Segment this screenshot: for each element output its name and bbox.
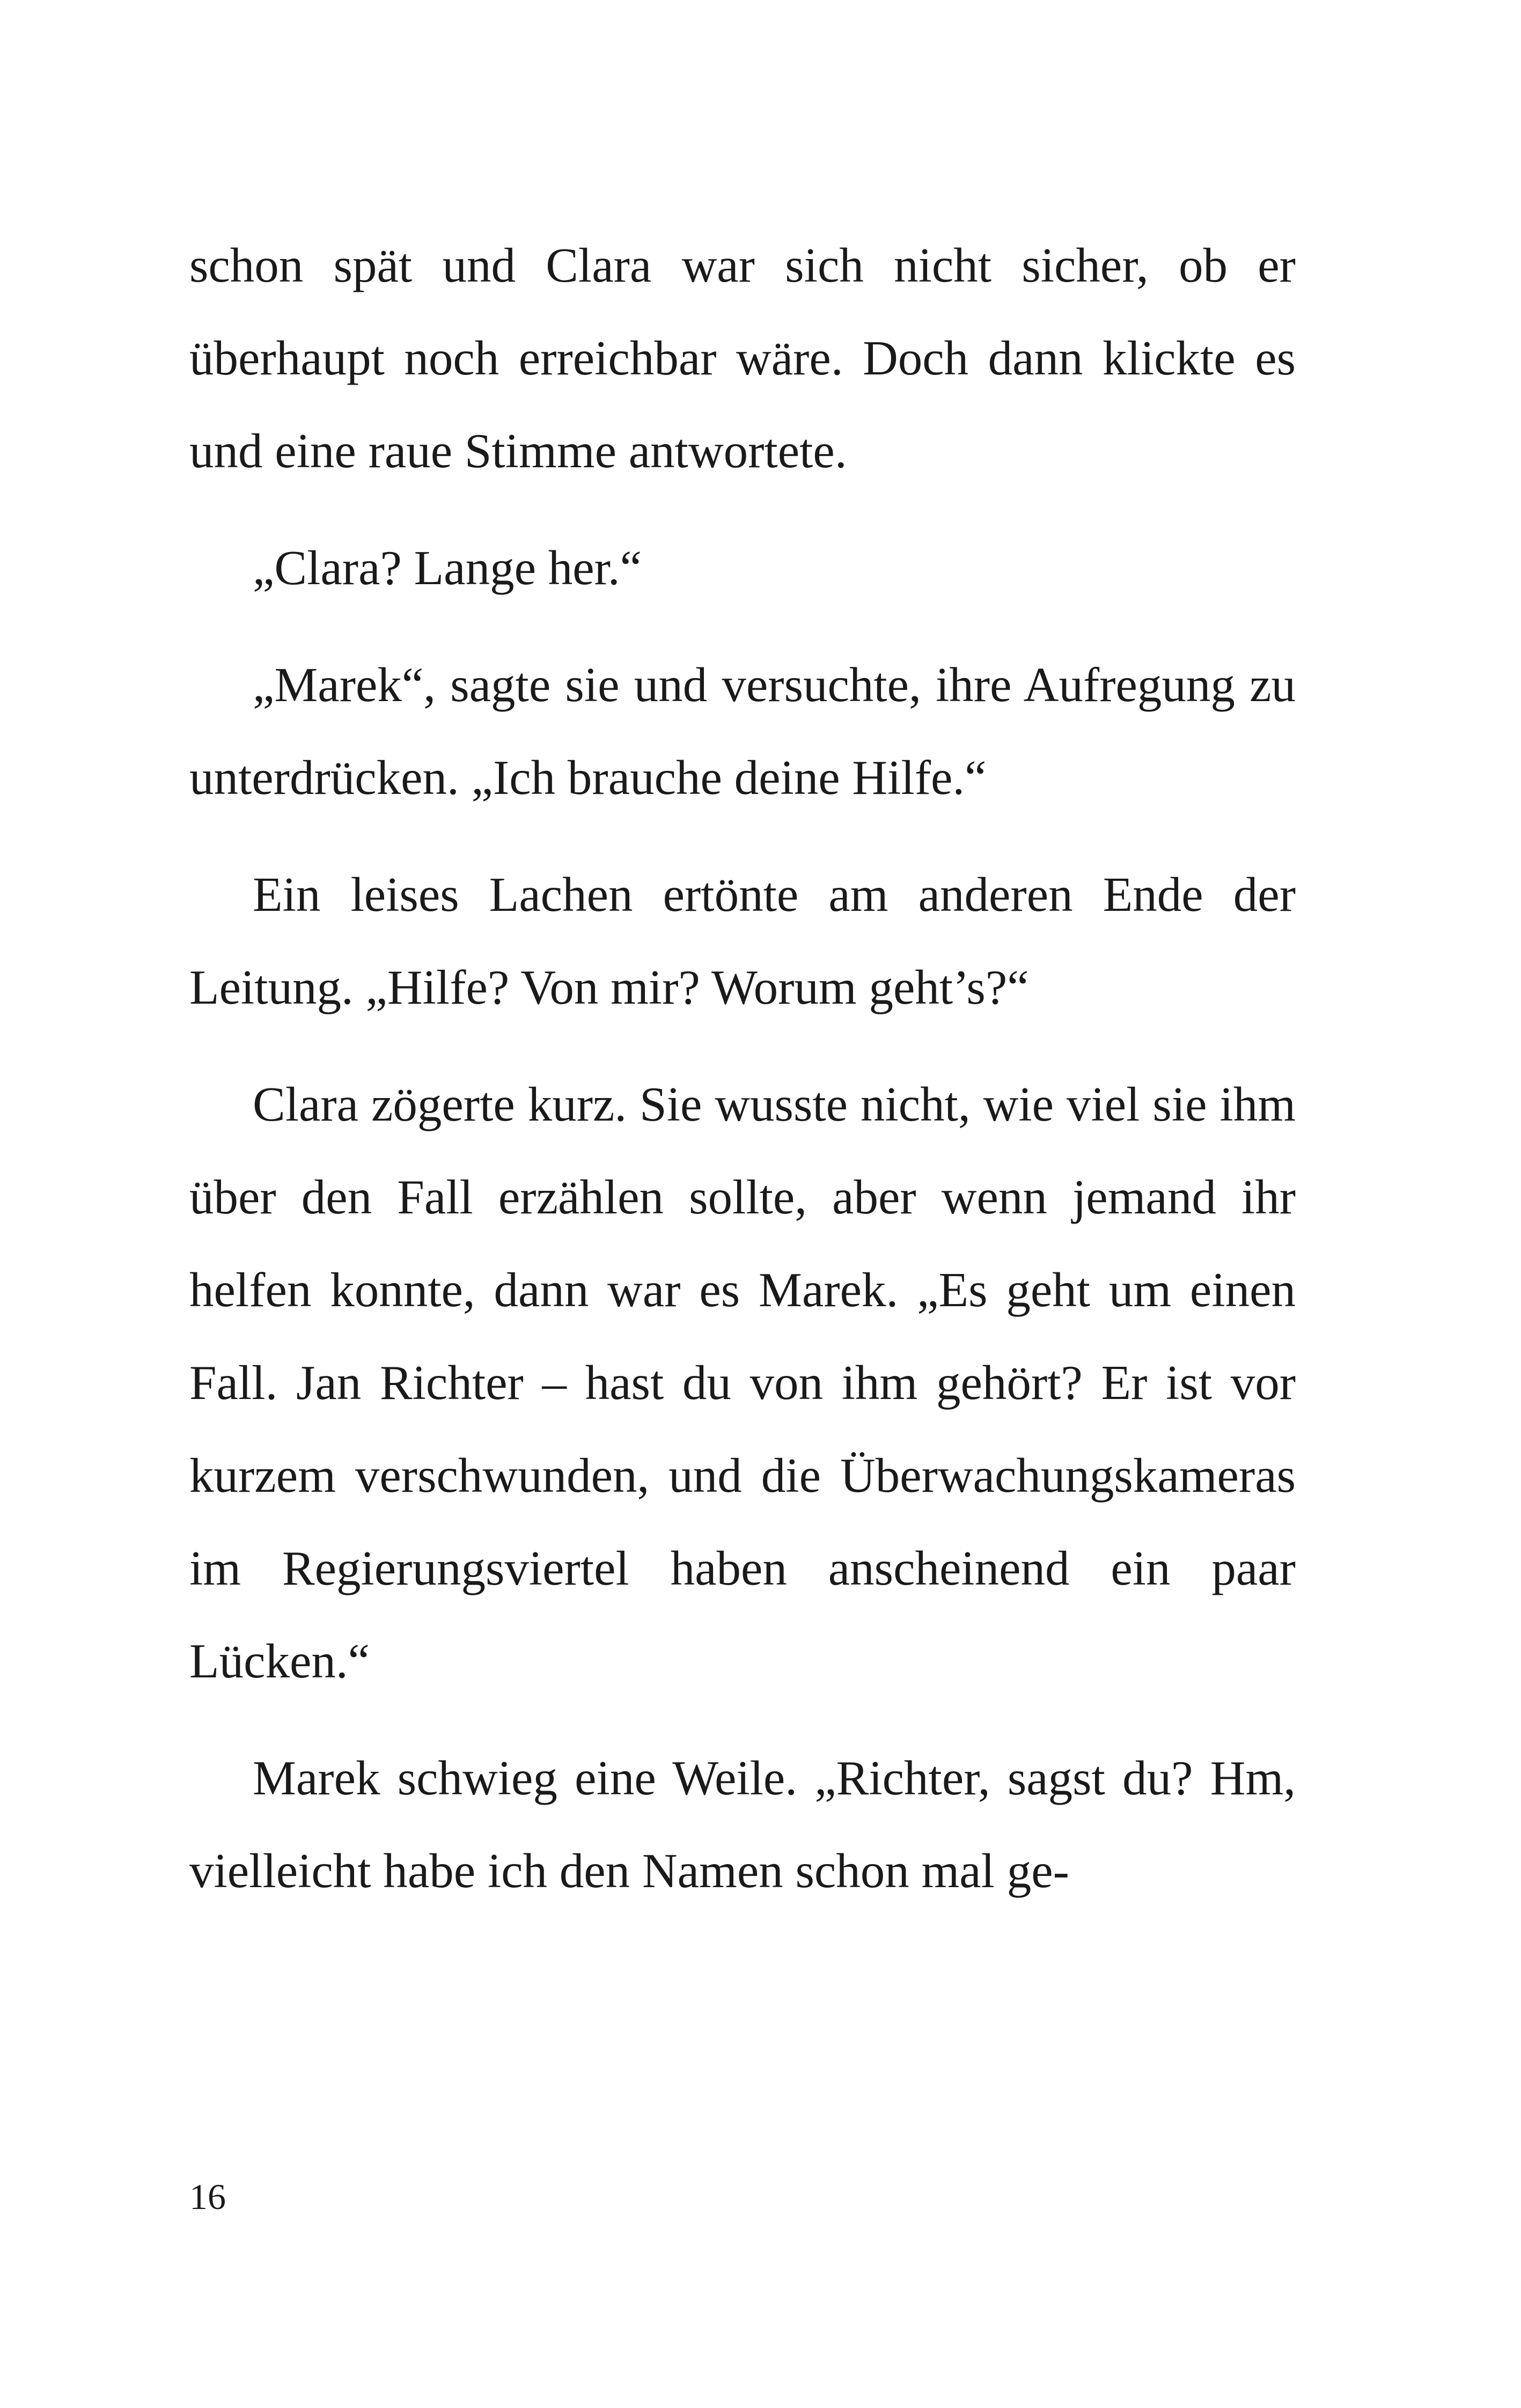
paragraph-6: Marek schwieg eine Weile. „Richter, sagst du? Hm, vielleicht habe ich den Namen schon mal ge- xyxy=(189,1751,1296,1898)
body-text xyxy=(189,219,1296,1941)
paragraph-3: „Marek“, sagte sie und versuchte, ihre Aufregung zu unterdrücken. „Ich brauche deine Hilfe.“ xyxy=(189,658,1296,805)
paragraph-1: schon spät und Clara war sich nicht sicher, ob er überhaupt noch erreichbar wäre. Doch dann klickte es und eine raue Stimme antwortete. xyxy=(189,238,1296,478)
paragraph-4: Ein leises Lachen ertönte am anderen Ende der Leitung. „Hilfe? Von mir? Worum geht’s?“ xyxy=(189,867,1296,1014)
paragraph-5: Clara zögerte kurz. Sie wusste nicht, wie viel sie ihm über den Fall erzählen sollte, aber wenn jemand ihr helfen konnte, dann war es Marek. „Es geht um einen Fall. Jan Richter – hast du von ihm gehört? Er ist vor kurzem verschwunden, und die Überwachungskameras im Regierungsviertel haben anscheinend ein paar Lücken.“ xyxy=(189,1077,1296,1688)
page-number: 16 xyxy=(189,2176,226,2217)
paragraph-2: „Clara? Lange her.“ xyxy=(253,541,642,595)
